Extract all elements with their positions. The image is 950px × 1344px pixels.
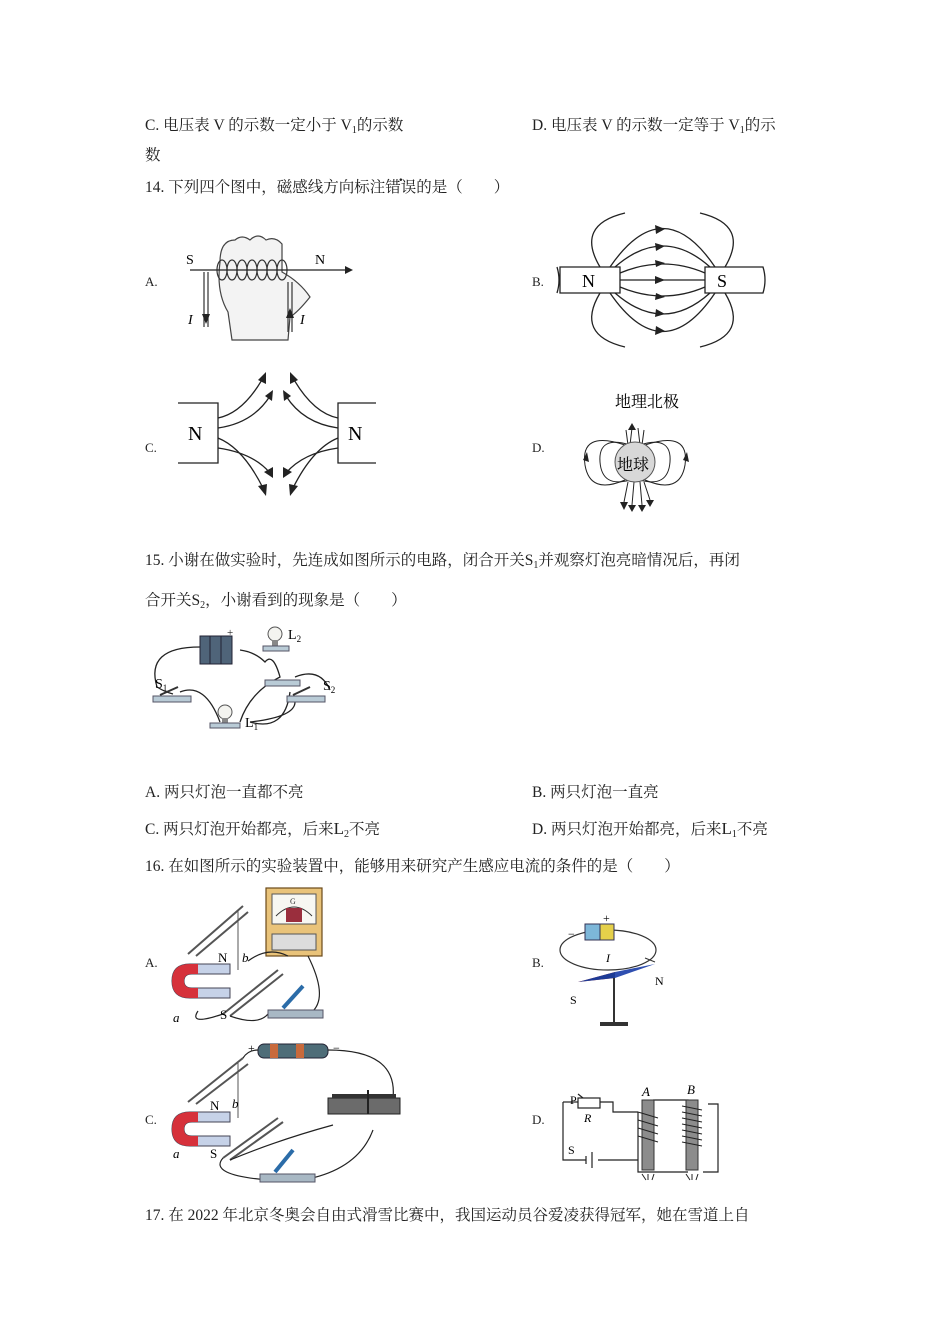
q16-fig-a-g: G	[290, 897, 296, 906]
q15-stem-line1	[145, 550, 740, 577]
q16-label-b: B.	[532, 955, 544, 970]
q14-fig-a-current-right: I	[300, 313, 305, 328]
q16-label-c: C.	[145, 1112, 157, 1127]
q14-fig-b-n: N	[582, 271, 595, 291]
q16-fig-b-minus: −	[568, 927, 575, 941]
q14-fig-c-two-n-poles	[178, 368, 378, 503]
q13-option-c-tail: 的示数	[356, 117, 404, 134]
q15-s1-symbol: S	[524, 552, 534, 569]
q14-stem-a: 14. 下列四个图中，磁感线方向标注	[145, 179, 386, 196]
q15-stem-b: 并观察灯泡亮暗情况后，再闭	[538, 552, 740, 569]
q17-stem: 17. 在 2022 年北京冬奥会自由式滑雪比赛中，我国运动员谷爱凌获得冠军，她在雪道上自	[145, 1207, 750, 1224]
q16-fig-d-b: B	[687, 1082, 695, 1097]
q16-fig-b-s: S	[570, 993, 577, 1007]
q15-option-d-l: L	[721, 819, 732, 838]
q15-option-c-tail: 不亮	[348, 821, 380, 838]
q14-fig-d-earth-field	[580, 390, 695, 515]
q16-fig-b-i: I	[606, 951, 610, 965]
q13-option-c	[145, 115, 403, 142]
q13-option-c-subscript: 1	[351, 125, 357, 136]
q14-fig-c-n-right: N	[348, 423, 363, 445]
q14-fig-a-s: S	[186, 253, 194, 268]
q16-fig-d-a: A	[642, 1084, 650, 1099]
q15-stem-line2	[145, 590, 407, 617]
q16-label-d: D.	[532, 1112, 545, 1127]
q16-fig-c-plus: +	[248, 1041, 255, 1055]
q16-fig-b-n: N	[655, 974, 664, 988]
q14-stem	[145, 177, 509, 199]
q15-stem-a: 15. 小谢在做实验时，先连成如图所示的电路，闭合开关	[145, 552, 525, 569]
q15-fig-circuit	[145, 622, 355, 742]
q16-fig-d-electromagnets	[558, 1082, 723, 1182]
q14-label-a: A.	[145, 274, 158, 289]
q16-fig-b-oersted	[560, 912, 665, 1030]
q15-fig-s1: $S_1$	[155, 677, 168, 693]
q16-label-a: A.	[145, 955, 158, 970]
q15-stem-c: 合开关	[145, 592, 192, 609]
q16-fig-c-n: N	[210, 1098, 220, 1113]
q14-fig-c-n-left: N	[188, 423, 203, 445]
q16-fig-c-minus: −	[333, 1041, 340, 1055]
q15-option-d-text: D. 两只灯泡开始都亮，后来	[532, 821, 722, 838]
q14-fig-b-s: S	[717, 271, 728, 291]
q15-stem-d: ，小谢看到的现象是（ ）	[205, 592, 407, 609]
q15-fig-l1: $L_1$	[245, 716, 259, 732]
q16-fig-a-b: b	[242, 950, 249, 965]
q14-fig-d-top-label: 地理北极	[615, 394, 680, 411]
q14-fig-a-hand-solenoid	[180, 232, 360, 347]
q13-option-c-text: C. 电压表 V 的示数一定小于 V	[145, 117, 352, 134]
q13-option-d-text: D. 电压表 V 的示数一定等于 V	[532, 117, 740, 134]
q15-option-a: A. 两只灯泡一直都不亮	[145, 784, 304, 801]
q16-fig-d-p: P	[570, 1093, 577, 1107]
q15-s2-symbol: S	[191, 592, 201, 609]
q14-stem-b: 的是（ ）	[416, 179, 510, 196]
q13-option-d-wrap: 数	[145, 147, 161, 164]
q16-fig-a-s: S	[220, 1007, 228, 1022]
q15-option-c	[145, 818, 380, 846]
q15-fig-l2: $L_2$	[288, 628, 302, 644]
q15-fig-s2: $S_2$	[323, 679, 336, 695]
q15-option-c-sub: 2	[343, 829, 349, 840]
q16-fig-c-b: b	[232, 1096, 239, 1111]
q16-fig-d-r: R	[584, 1111, 592, 1125]
q16-fig-c-a: a	[173, 1146, 180, 1161]
q16-fig-c-battery-rheostat	[168, 1040, 403, 1188]
q15-s1-sub: 1	[533, 560, 539, 571]
q14-label-b: B.	[532, 274, 544, 289]
q14-label-c: C.	[145, 440, 157, 455]
q15-option-c-text: C. 两只灯泡开始都亮，后来	[145, 821, 334, 838]
q15-option-c-l: L	[333, 819, 344, 838]
q14-fig-a-current-left: I	[188, 313, 193, 328]
q13-option-d	[532, 115, 776, 142]
svg-text:+: +	[227, 627, 234, 639]
q16-fig-a-galvanometer-setup	[168, 886, 333, 1028]
q14-fig-d-center-label: 地球	[617, 457, 650, 474]
q15-option-b: B. 两只灯泡一直亮	[532, 784, 659, 801]
q14-stem-emphasis: 错误	[385, 179, 417, 196]
q16-stem: 16. 在如图所示的实验装置中，能够用来研究产生感应电流的条件的是（ ）	[145, 858, 680, 875]
q16-fig-b-plus: +	[603, 911, 610, 925]
q15-option-d-tail: 不亮	[736, 821, 768, 838]
q15-option-d-sub: 1	[731, 829, 737, 840]
q15-option-d	[532, 818, 768, 846]
q16-fig-c-s: S	[210, 1146, 218, 1161]
q16-fig-d-s: S	[568, 1143, 575, 1157]
q13-option-d-subscript: 1	[739, 125, 745, 136]
q16-fig-a-n: N	[218, 950, 228, 965]
q14-fig-a-n: N	[315, 253, 326, 268]
q13-option-d-tail: 的示	[744, 117, 776, 134]
q15-s2-sub: 2	[200, 600, 206, 611]
q16-fig-a-a: a	[173, 1010, 180, 1025]
q14-label-d: D.	[532, 440, 545, 455]
q14-fig-b-bar-magnets	[555, 205, 770, 355]
